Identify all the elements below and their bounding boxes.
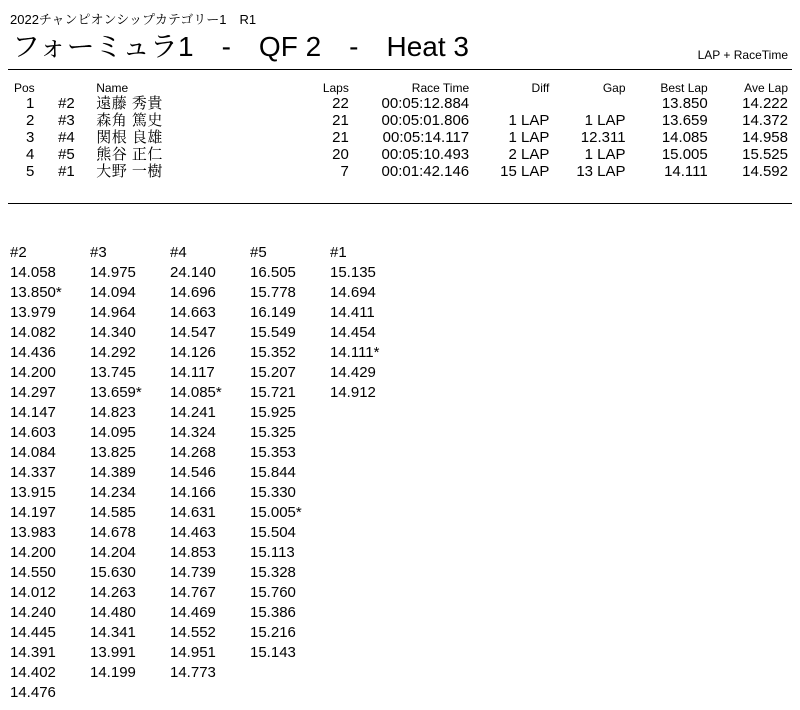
lap-time-cell: 14.241 <box>170 404 216 421</box>
lap-time-cell: 14.739 <box>170 564 216 581</box>
lap-column <box>330 243 410 703</box>
ave-lap-cell: 14.222 <box>742 95 788 112</box>
gap-cell: 1 LAP <box>584 146 626 163</box>
lap-time-cell: 14.095 <box>90 424 136 441</box>
col-header-diff: Diff <box>531 80 550 95</box>
ave-lap-cell: 15.525 <box>742 146 788 163</box>
car-number-cell: #3 <box>58 112 75 129</box>
lap-column <box>10 243 90 703</box>
lap-time-cell: 13.915 <box>10 484 56 501</box>
lap-time-cell: 14.463 <box>170 524 216 541</box>
results-divider <box>8 203 792 204</box>
lap-time-cell: 14.552 <box>170 624 216 641</box>
race-time-cell: 00:05:10.493 <box>381 146 470 163</box>
lap-time-cell: 15.778 <box>250 284 296 301</box>
diff-cell: 15 LAP <box>500 163 550 180</box>
lap-column-header: #3 <box>90 244 107 261</box>
lap-time-cell: 14.391 <box>10 644 56 661</box>
driver-name-cell: 関根 良雄 <box>96 129 163 146</box>
pos-cell: 2 <box>26 112 35 129</box>
best-lap-cell: 14.111 <box>664 163 708 180</box>
lap-times-grid <box>10 243 410 703</box>
laps-cell: 21 <box>332 129 349 146</box>
lap-time-cell: 15.352 <box>250 344 296 361</box>
lap-time-cell: 15.207 <box>250 364 296 381</box>
lap-time-cell: 14.263 <box>90 584 136 601</box>
col-header-best-lap: Best Lap <box>660 80 708 95</box>
race-time-cell: 00:05:01.806 <box>381 112 470 129</box>
gap-cell <box>549 95 625 112</box>
lap-time-cell: 14.166 <box>170 484 216 501</box>
lap-time-cell: 14.402 <box>10 664 56 681</box>
race-time-cell: 00:01:42.146 <box>381 163 470 180</box>
car-number-cell: #5 <box>58 146 75 163</box>
lap-time-cell: 13.659* <box>90 384 142 401</box>
diff-cell: 1 LAP <box>508 129 550 146</box>
pos-cell: 3 <box>26 129 35 146</box>
table-row <box>8 112 788 129</box>
lap-time-cell: 14.082 <box>10 324 56 341</box>
lap-time-cell: 14.454 <box>330 324 376 341</box>
lap-time-cell: 13.991 <box>90 644 136 661</box>
lap-time-cell: 14.476 <box>10 684 56 701</box>
ave-lap-cell: 14.958 <box>742 129 788 146</box>
pos-cell: 5 <box>26 163 35 180</box>
lap-time-cell: 15.386 <box>250 604 296 621</box>
lap-time-cell: 15.760 <box>250 584 296 601</box>
car-number-cell: #1 <box>58 163 75 180</box>
lap-time-cell: 14.337 <box>10 464 56 481</box>
lap-time-cell: 14.603 <box>10 424 56 441</box>
lap-time-cell: 14.853 <box>170 544 216 561</box>
event-subtitle: 2022チャンピオンシップカテゴリー1 R1 <box>10 12 257 27</box>
lap-time-cell: 14.912 <box>330 384 376 401</box>
lap-time-cell: 14.964 <box>90 304 136 321</box>
lap-time-cell: 14.436 <box>10 344 56 361</box>
driver-name-cell: 大野 一樹 <box>96 163 163 180</box>
lap-time-cell: 14.324 <box>170 424 216 441</box>
diff-cell: 1 LAP <box>508 112 550 129</box>
lap-time-cell: 14.126 <box>170 344 216 361</box>
lap-time-cell: 15.328 <box>250 564 296 581</box>
lap-time-cell: 14.678 <box>90 524 136 541</box>
col-header-race-time: Race Time <box>411 80 470 95</box>
lap-time-cell: 14.975 <box>90 264 136 281</box>
lap-time-cell: 15.549 <box>250 324 296 341</box>
lap-time-cell: 14.292 <box>90 344 136 361</box>
lap-time-cell: 14.823 <box>90 404 136 421</box>
lap-time-cell: 14.480 <box>90 604 136 621</box>
lap-time-cell: 15.135 <box>330 264 376 281</box>
table-row <box>8 129 788 146</box>
lap-time-cell: 14.268 <box>170 444 216 461</box>
gap-cell: 12.311 <box>580 129 626 146</box>
lap-time-cell: 14.694 <box>330 284 376 301</box>
lap-time-cell: 14.585 <box>90 504 136 521</box>
table-row <box>8 146 788 163</box>
laps-cell: 20 <box>332 146 349 163</box>
lap-time-cell: 14.696 <box>170 284 216 301</box>
lap-time-cell: 14.200 <box>10 364 56 381</box>
laps-cell: 7 <box>340 163 349 180</box>
col-header-name: Name <box>96 80 129 95</box>
lap-time-cell: 15.844 <box>250 464 296 481</box>
lap-column-header: #4 <box>170 244 187 261</box>
driver-name-cell: 熊谷 正仁 <box>96 146 163 163</box>
lap-time-cell: 13.983 <box>10 524 56 541</box>
car-number-cell: #4 <box>58 129 75 146</box>
lap-time-cell: 16.505 <box>250 264 296 281</box>
ave-lap-cell: 14.592 <box>742 163 788 180</box>
col-header-pos: Pos <box>14 80 35 95</box>
lap-time-cell: 14.204 <box>90 544 136 561</box>
lap-time-cell: 14.411 <box>330 304 375 321</box>
lap-column <box>250 243 330 703</box>
results-table <box>8 80 788 180</box>
pos-cell: 1 <box>26 95 35 112</box>
best-lap-cell: 13.659 <box>661 112 708 129</box>
lap-time-cell: 24.140 <box>170 264 216 281</box>
pos-cell: 4 <box>26 146 35 163</box>
lap-time-cell: 14.297 <box>10 384 56 401</box>
lap-time-cell: 14.340 <box>90 324 136 341</box>
lap-time-cell: 13.850* <box>10 284 62 301</box>
lap-time-cell: 15.143 <box>250 644 296 661</box>
lap-time-cell: 13.745 <box>90 364 136 381</box>
lap-time-cell: 14.058 <box>10 264 56 281</box>
col-header-ave-lap: Ave Lap <box>744 80 788 95</box>
lap-time-cell: 14.773 <box>170 664 216 681</box>
race-time-cell: 00:05:14.117 <box>382 129 470 146</box>
lap-time-cell: 15.721 <box>250 384 296 401</box>
lap-time-cell: 14.147 <box>10 404 56 421</box>
lap-time-cell: 15.353 <box>250 444 296 461</box>
lap-time-cell: 14.547 <box>170 324 216 341</box>
lap-time-cell: 14.631 <box>170 504 216 521</box>
lap-time-cell: 14.429 <box>330 364 376 381</box>
lap-time-cell: 14.085* <box>170 384 222 401</box>
lap-time-cell: 16.149 <box>250 304 296 321</box>
lap-time-cell: 14.341 <box>90 624 136 641</box>
lap-time-cell: 15.216 <box>250 624 296 641</box>
table-row <box>8 163 788 180</box>
lap-time-cell: 15.325 <box>250 424 296 441</box>
lap-time-cell: 14.546 <box>170 464 216 481</box>
lap-time-cell: 14.469 <box>170 604 216 621</box>
lap-time-cell: 14.389 <box>90 464 136 481</box>
laps-cell: 21 <box>332 112 349 129</box>
lap-time-cell: 15.113 <box>250 544 295 561</box>
col-header-number <box>48 80 92 95</box>
table-row <box>8 95 788 112</box>
ave-lap-cell: 14.372 <box>742 112 788 129</box>
best-lap-cell: 13.850 <box>661 95 708 112</box>
diff-cell <box>469 95 549 112</box>
best-lap-cell: 15.005 <box>661 146 708 163</box>
lap-time-cell: 14.012 <box>10 584 56 601</box>
lap-time-cell: 13.825 <box>90 444 136 461</box>
lap-column <box>170 243 250 703</box>
report-type-label: LAP + RaceTime <box>697 48 788 62</box>
driver-name-cell: 森角 篤史 <box>96 112 163 129</box>
diff-cell: 2 LAP <box>508 146 550 163</box>
lap-time-cell: 14.111* <box>330 344 380 361</box>
lap-time-cell: 14.234 <box>90 484 136 501</box>
race-time-cell: 00:05:12.884 <box>381 95 470 112</box>
lap-time-cell: 14.951 <box>170 644 216 661</box>
lap-time-cell: 13.979 <box>10 304 56 321</box>
page-title: フォーミュラ1 - QF 2 - Heat 3 <box>12 31 469 62</box>
lap-time-cell: 15.330 <box>250 484 296 501</box>
laps-cell: 22 <box>332 95 349 112</box>
lap-time-cell: 15.005* <box>250 504 302 521</box>
results-header-row <box>8 80 788 95</box>
lap-time-cell: 14.200 <box>10 544 56 561</box>
lap-time-cell: 14.240 <box>10 604 56 621</box>
lap-time-cell: 14.117 <box>170 364 215 381</box>
lap-time-cell: 14.199 <box>90 664 136 681</box>
lap-time-cell: 15.630 <box>90 564 136 581</box>
col-header-gap: Gap <box>602 80 626 95</box>
gap-cell: 1 LAP <box>584 112 626 129</box>
car-number-cell: #2 <box>58 95 75 112</box>
lap-time-cell: 15.504 <box>250 524 296 541</box>
lap-time-cell: 14.550 <box>10 564 56 581</box>
lap-time-cell: 14.663 <box>170 304 216 321</box>
header-divider <box>8 69 792 70</box>
lap-column-header: #1 <box>330 244 347 261</box>
lap-time-cell: 14.084 <box>10 444 56 461</box>
lap-column-header: #5 <box>250 244 267 261</box>
lap-time-cell: 14.197 <box>10 504 56 521</box>
gap-cell: 13 LAP <box>576 163 626 180</box>
lap-time-cell: 14.445 <box>10 624 56 641</box>
lap-time-cell: 14.094 <box>90 284 136 301</box>
best-lap-cell: 14.085 <box>661 129 708 146</box>
driver-name-cell: 遠藤 秀貴 <box>96 95 163 112</box>
lap-time-cell: 14.767 <box>170 584 216 601</box>
lap-time-cell: 15.925 <box>250 404 296 421</box>
col-header-laps: Laps <box>322 80 349 95</box>
lap-column-header: #2 <box>10 244 27 261</box>
lap-column <box>90 243 170 703</box>
